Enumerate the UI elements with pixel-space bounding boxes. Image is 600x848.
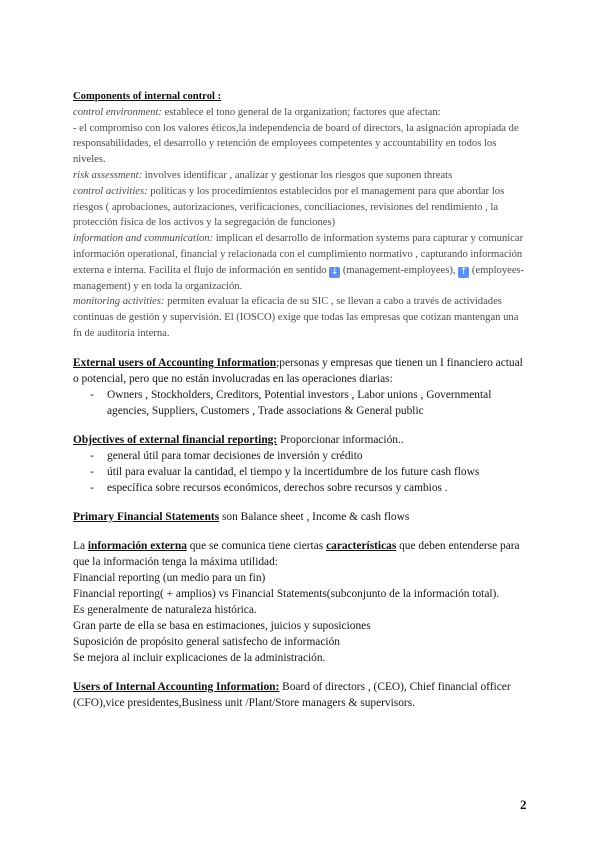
external-information-line: Se mejora al incluir explicaciones de la administración. bbox=[73, 651, 326, 664]
external-users-section bbox=[73, 355, 528, 419]
list-item: - específica sobre recursos económicos, derechos sobre recursos y cambios . bbox=[90, 480, 528, 496]
primary-statements-heading: Primary Financial Statements bbox=[73, 510, 220, 523]
list-item: - útil para evaluar la cantidad, el tiempo y la incertidumbre de los future cash flows bbox=[90, 464, 528, 480]
information-communication-paragraph: information and communication: implican el desarrollo de information systems para capturar y comunicar información operational, financial y relacionada con el cumplimiento normativo , capturando información externa e interna. Facilita el flujo de información en sentido ↓ (management-employees), ↑ (employees-management) y en toda la organización. bbox=[73, 233, 525, 292]
risk-assessment-paragraph: risk assessment: involves identificar , analizar y gestionar los riesgos que suponen threats bbox=[73, 169, 453, 181]
list-item: - Owners , Stockholders, Creditors, Potential investors , Labor unions , Governmental agencies, Suppliers, Customers , Trade associations & General public bbox=[90, 387, 528, 419]
external-information-term: información externa bbox=[87, 539, 187, 552]
internal-users-heading: Users of Internal Accounting Information: bbox=[73, 680, 280, 693]
arrow-down-icon: ↓ bbox=[330, 266, 339, 277]
objectives-text: Proporcionar información.. bbox=[277, 433, 404, 446]
external-information-intro: La información externa que se comunica tiene ciertas características que deben entenderse para que la información tenga la máxima utilidad: bbox=[73, 539, 520, 568]
risk-assessment-label: risk assessment: bbox=[73, 169, 143, 181]
components-section bbox=[73, 89, 528, 342]
document-page bbox=[73, 89, 528, 711]
external-information-line: Suposición de propósito general satisfecho de información bbox=[73, 635, 340, 648]
monitoring-activities-paragraph: monitoring activities: permiten evaluar la eficacia de su SIC , se llevan a cabo a través de actividades continuas de gestión y supervisión. El (IOSCO) exige que todas las empresas que cotizan mantengan una fn de auditoría interna. bbox=[73, 296, 519, 339]
arrow-up-icon: ↑ bbox=[459, 266, 468, 277]
external-information-line: Es generalmente de naturaleza histórica. bbox=[73, 603, 257, 616]
control-activities-label: control activities: bbox=[73, 185, 148, 197]
monitoring-activities-label: monitoring activities: bbox=[73, 296, 165, 308]
components-heading: Components of internal control : bbox=[73, 91, 222, 102]
control-activities-paragraph: control activities: políticas y los procedimientos establecidos por el management para que abordar los riesgos ( aprobaciones, autorizaciones, verificaciones, conciliaciones, revisiones del rendimiento , la protección física de los activos y la segregación de funciones) bbox=[73, 185, 505, 229]
control-environment-label: control environment: bbox=[73, 106, 162, 118]
internal-users-text: Board of directors , (CEO), Chief financial officer (CFO),vice presidentes,Business unit /Plant/Store managers & supervisors. bbox=[73, 680, 511, 709]
external-information-line: Financial reporting (un medio para un fin) bbox=[73, 571, 266, 584]
characteristics-term: características bbox=[326, 539, 397, 552]
primary-statements-section bbox=[73, 509, 528, 525]
external-users-heading: External users of Accounting Information bbox=[73, 356, 277, 369]
list-item: - general útil para tomar decisiones de inversión y crédito bbox=[90, 448, 528, 464]
objectives-heading: Objectives of external financial reporting: bbox=[73, 433, 278, 446]
external-information-line: Gran parte de ella se basa en estimaciones, juicios y suposiciones bbox=[73, 619, 371, 632]
external-users-list bbox=[73, 387, 528, 419]
external-information-section bbox=[73, 538, 528, 666]
control-environment-detail: - el compromiso con los valores éticos,la independencia de board of directors, la asignación apropiada de responsabilidades, el desarrollo y retención de employees competentes y accountability en todos los niveles. bbox=[73, 122, 519, 166]
primary-statements-text: son Balance sheet , Income & cash flows bbox=[219, 510, 410, 523]
external-information-line: Financial reporting( + amplios) vs Financial Statements(subconjunto de la información total). bbox=[73, 587, 500, 600]
page-number: 2 bbox=[520, 797, 527, 812]
external-users-text: ;personas y empresas que tienen un I financiero actual o potencial, pero que no están involucradas en las operaciones diarias: bbox=[73, 356, 523, 385]
objectives-list bbox=[73, 448, 528, 496]
control-environment-paragraph: control environment: establece el tono general de la organization; factores que afectan: bbox=[73, 106, 441, 118]
information-communication-label: information and communication: bbox=[73, 233, 214, 245]
internal-users-section bbox=[73, 679, 528, 711]
objectives-section bbox=[73, 432, 528, 496]
